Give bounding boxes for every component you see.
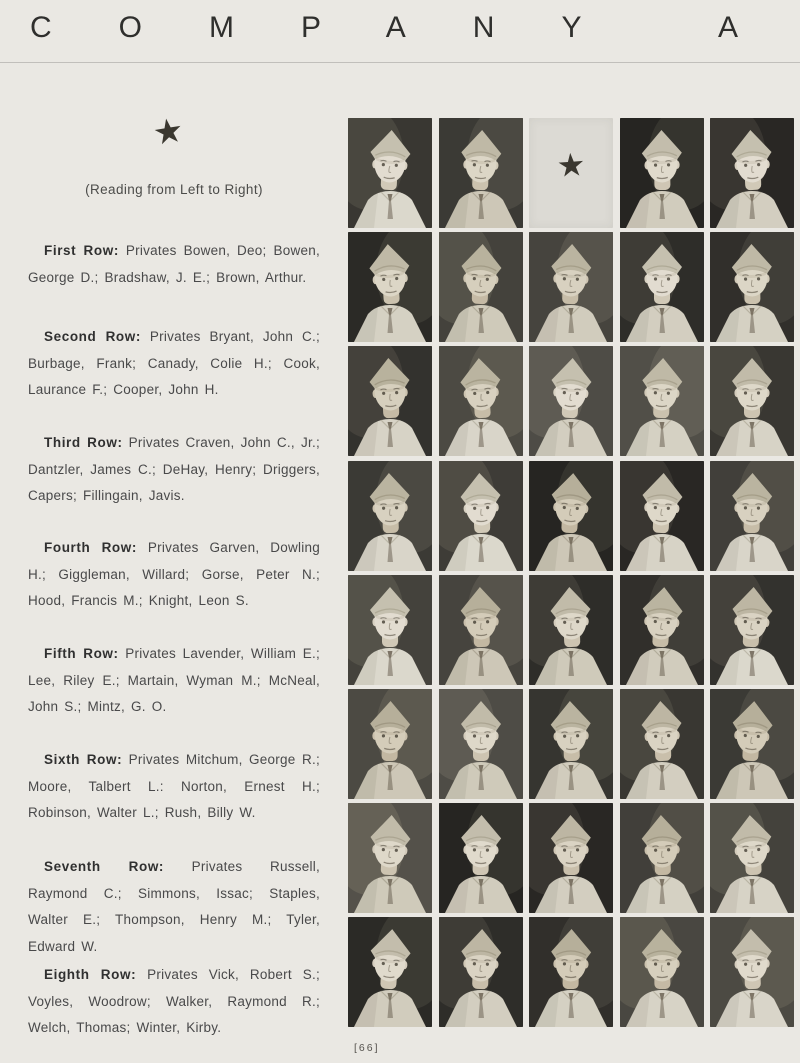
row-names: Privates Lavender, William E.; Lee, Riley E.; Martain, Wyman M.; McNeal, John S.; Mintz, G. O.: [28, 646, 320, 714]
portrait-photo: [348, 232, 432, 342]
portrait-photo: [620, 575, 704, 685]
portrait-photo: [710, 803, 794, 913]
portrait-photo: [439, 461, 523, 571]
portrait-photo: [439, 118, 523, 228]
portrait-photo: [710, 575, 794, 685]
portrait-photo: [620, 232, 704, 342]
row-names: Privates Craven, John C., Jr.; Dantzler, James C.; DeHay, Henry; Driggers, Capers; Fillingain, Javis.: [28, 435, 320, 503]
portrait-photo: [348, 803, 432, 913]
row-names: Privates Mitchum, George R.; Moore, Talbert L.: Norton, Ernest H.; Robinson, Walter L.; Rush, Billy W.: [28, 752, 320, 820]
row-names: Privates Bowen, Deo; Bowen, George D.; Bradshaw, J. E.; Brown, Arthur.: [28, 243, 321, 285]
portrait-photo: [348, 575, 432, 685]
row-label: Fourth Row:: [44, 540, 137, 555]
star-icon: ★: [555, 146, 587, 184]
portrait-photo: [529, 689, 613, 799]
row-names: Privates Vick, Robert S.; Voyles, Woodrow; Walker, Raymond R.; Welch, Thomas; Winter, Kirby.: [28, 967, 320, 1035]
row-label: Seventh Row:: [44, 859, 165, 874]
star-cell: [529, 118, 613, 228]
portrait-photo: [439, 232, 523, 342]
portrait-photo: [620, 803, 704, 913]
page-title-suffix: A: [718, 11, 739, 44]
portrait-photo: [529, 346, 613, 456]
page-number: [66]: [354, 1042, 380, 1054]
portrait-photo: [348, 118, 432, 228]
row-names: Privates Russell, Raymond C.; Simmons, Issac; Staples, Walter E.; Thompson, Henry M.; Tyler, Edward W.: [28, 859, 320, 954]
row-names: Privates Bryant, John C.; Burbage, Frank; Canady, Colie H.; Cook, Laurance F.; Cooper, John H.: [28, 329, 320, 397]
portrait-photo: [439, 575, 523, 685]
portrait-photo: [710, 689, 794, 799]
portrait-photo: [439, 346, 523, 456]
portrait-photo: [620, 118, 704, 228]
portrait-photo: [710, 232, 794, 342]
reading-direction-note: (Reading from Left to Right): [85, 182, 263, 197]
portrait-photo: [529, 917, 613, 1027]
row-label: First Row:: [44, 243, 119, 258]
row-label: Sixth Row:: [44, 752, 123, 767]
portrait-photo: [620, 461, 704, 571]
portrait-photo: [439, 917, 523, 1027]
portrait-photo: [620, 917, 704, 1027]
row-label: Fifth Row:: [44, 646, 119, 661]
portrait-photo: [529, 461, 613, 571]
portrait-photo: [710, 461, 794, 571]
portrait-photo: [710, 917, 794, 1027]
row-label: Second Row:: [44, 329, 141, 344]
portrait-photo: [710, 118, 794, 228]
page-title-word: COMPANY: [30, 11, 649, 44]
decorative-star-icon: ★: [150, 110, 187, 154]
portrait-photo: [348, 346, 432, 456]
row-names: Privates Garven, Dowling H.; Giggleman, Willard; Gorse, Peter N.; Hood, Francis M.; Knight, Leon S.: [28, 540, 320, 608]
portrait-photo: [620, 689, 704, 799]
portrait-photo: [439, 803, 523, 913]
portrait-photo: [348, 689, 432, 799]
portrait-photo: [620, 346, 704, 456]
portrait-photo: [710, 346, 794, 456]
row-label: Third Row:: [44, 435, 123, 450]
portrait-photo: [529, 232, 613, 342]
portrait-photo: [529, 803, 613, 913]
row-label: Eighth Row:: [44, 967, 137, 982]
portrait-photo: [348, 917, 432, 1027]
portrait-photo: [439, 689, 523, 799]
portrait-photo: [348, 461, 432, 571]
portrait-photo: [529, 575, 613, 685]
